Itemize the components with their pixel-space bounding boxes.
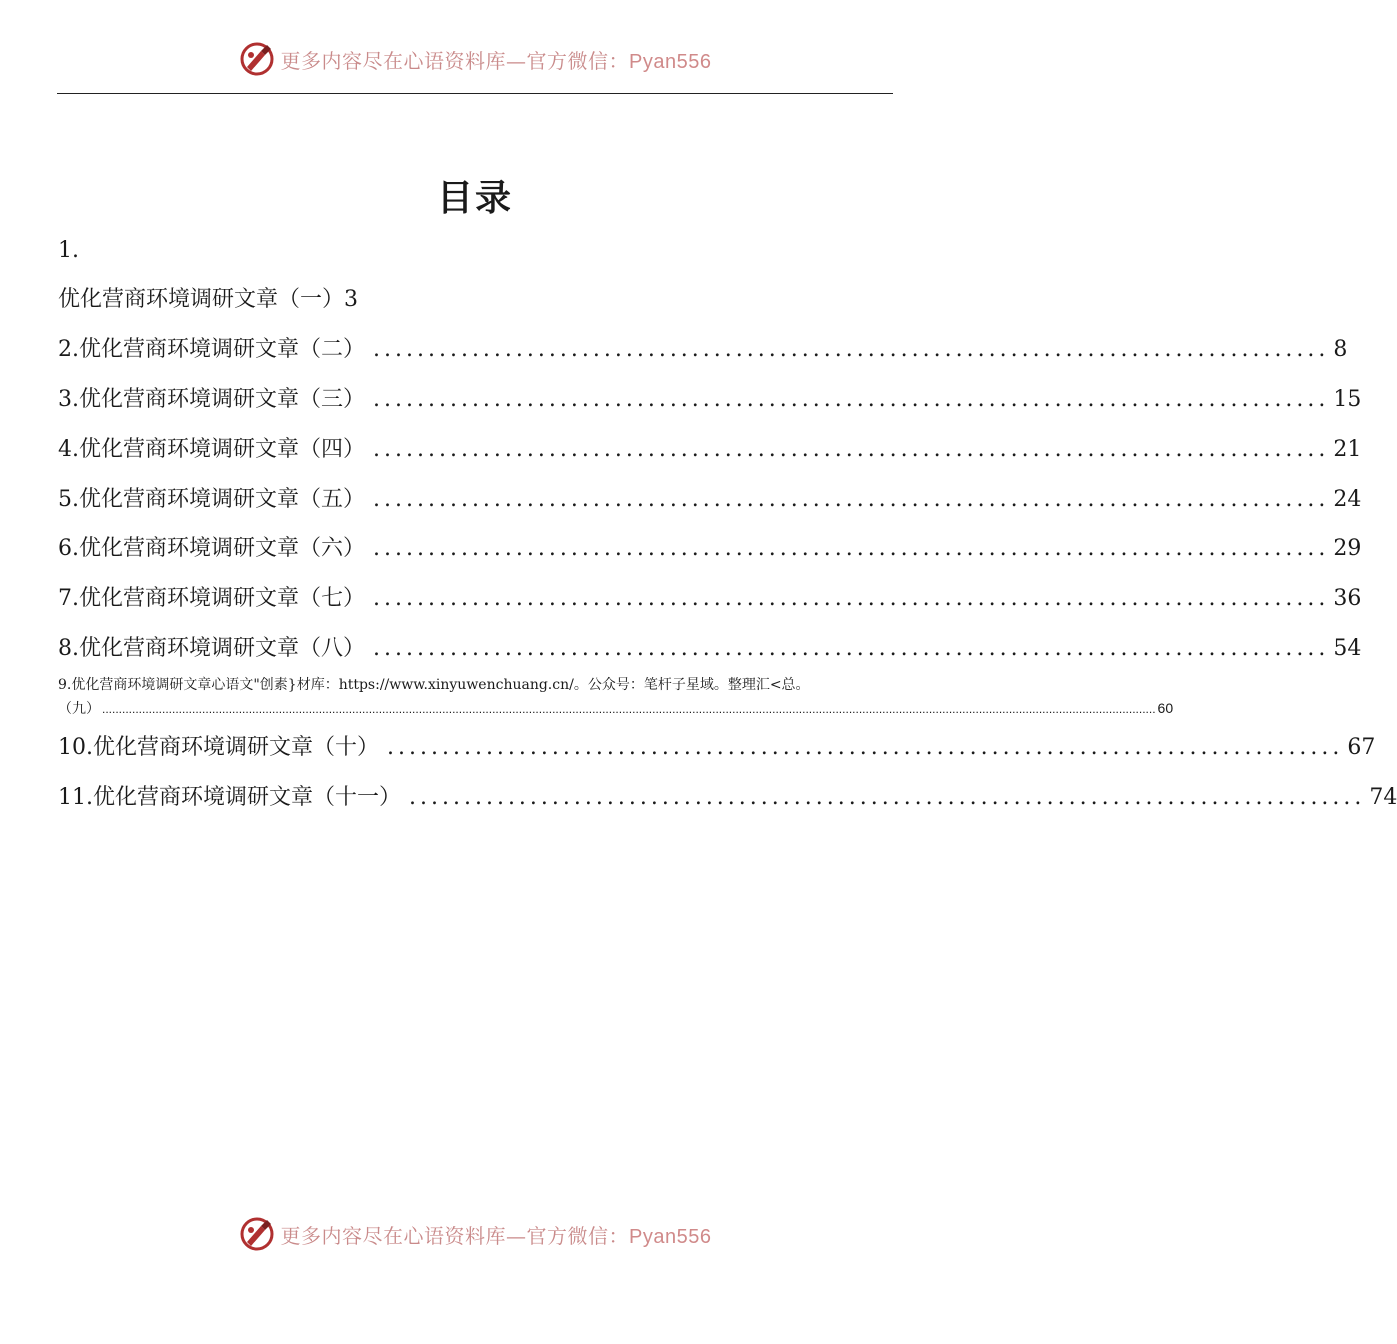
- toc-entry[interactable]: 6.优化营商环境调研文章（六） ....................................................................................... 29: [58, 536, 1362, 561]
- toc-entry-9-line-2[interactable]: （九） ............................................................................................................................................................................................................................................................................................................................ 60: [58, 700, 1174, 717]
- toc-entry-1-number[interactable]: 1.: [58, 238, 79, 263]
- toc-entry[interactable]: 11.优化营商环境调研文章（十一） ....................................................................................... 74: [58, 785, 1397, 810]
- toc-entry[interactable]: 8.优化营商环境调研文章（八） ....................................................................................... 54: [58, 636, 1362, 661]
- page-header: [0, 38, 950, 80]
- pen-logo-icon: [239, 1216, 275, 1252]
- toc-entry-9-line-1[interactable]: 9.优化营商环境调研文章心语文"创素}材库：https://www.xinyuwenchuang.cn/。公众号：笔杆子星域。整理汇<总。: [58, 677, 810, 693]
- toc-entry-1[interactable]: 优化营商环境调研文章（一）3: [58, 287, 358, 312]
- page-footer: [0, 1213, 950, 1255]
- toc-entry[interactable]: 2.优化营商环境调研文章（二） ....................................................................................... 8: [58, 337, 1348, 362]
- header-brand: 更多内容尽在心语资料库—官方微信：Pyan556: [280, 48, 712, 73]
- toc-entry[interactable]: 10.优化营商环境调研文章（十） ....................................................................................... 67: [58, 735, 1376, 760]
- toc-entry[interactable]: 5.优化营商环境调研文章（五） ....................................................................................... 24: [58, 487, 1362, 512]
- footer-brand: 更多内容尽在心语资料库—官方微信：Pyan556: [280, 1223, 712, 1248]
- toc-entry[interactable]: 7.优化营商环境调研文章（七） ....................................................................................... 36: [58, 586, 1362, 611]
- toc-entry[interactable]: 4.优化营商环境调研文章（四） ....................................................................................... 21: [58, 437, 1362, 462]
- page-title: 目录: [436, 177, 513, 219]
- header-divider: [57, 93, 893, 94]
- toc-entry[interactable]: 3.优化营商环境调研文章（三） ....................................................................................... 15: [58, 387, 1362, 412]
- pen-logo-icon: [239, 41, 275, 77]
